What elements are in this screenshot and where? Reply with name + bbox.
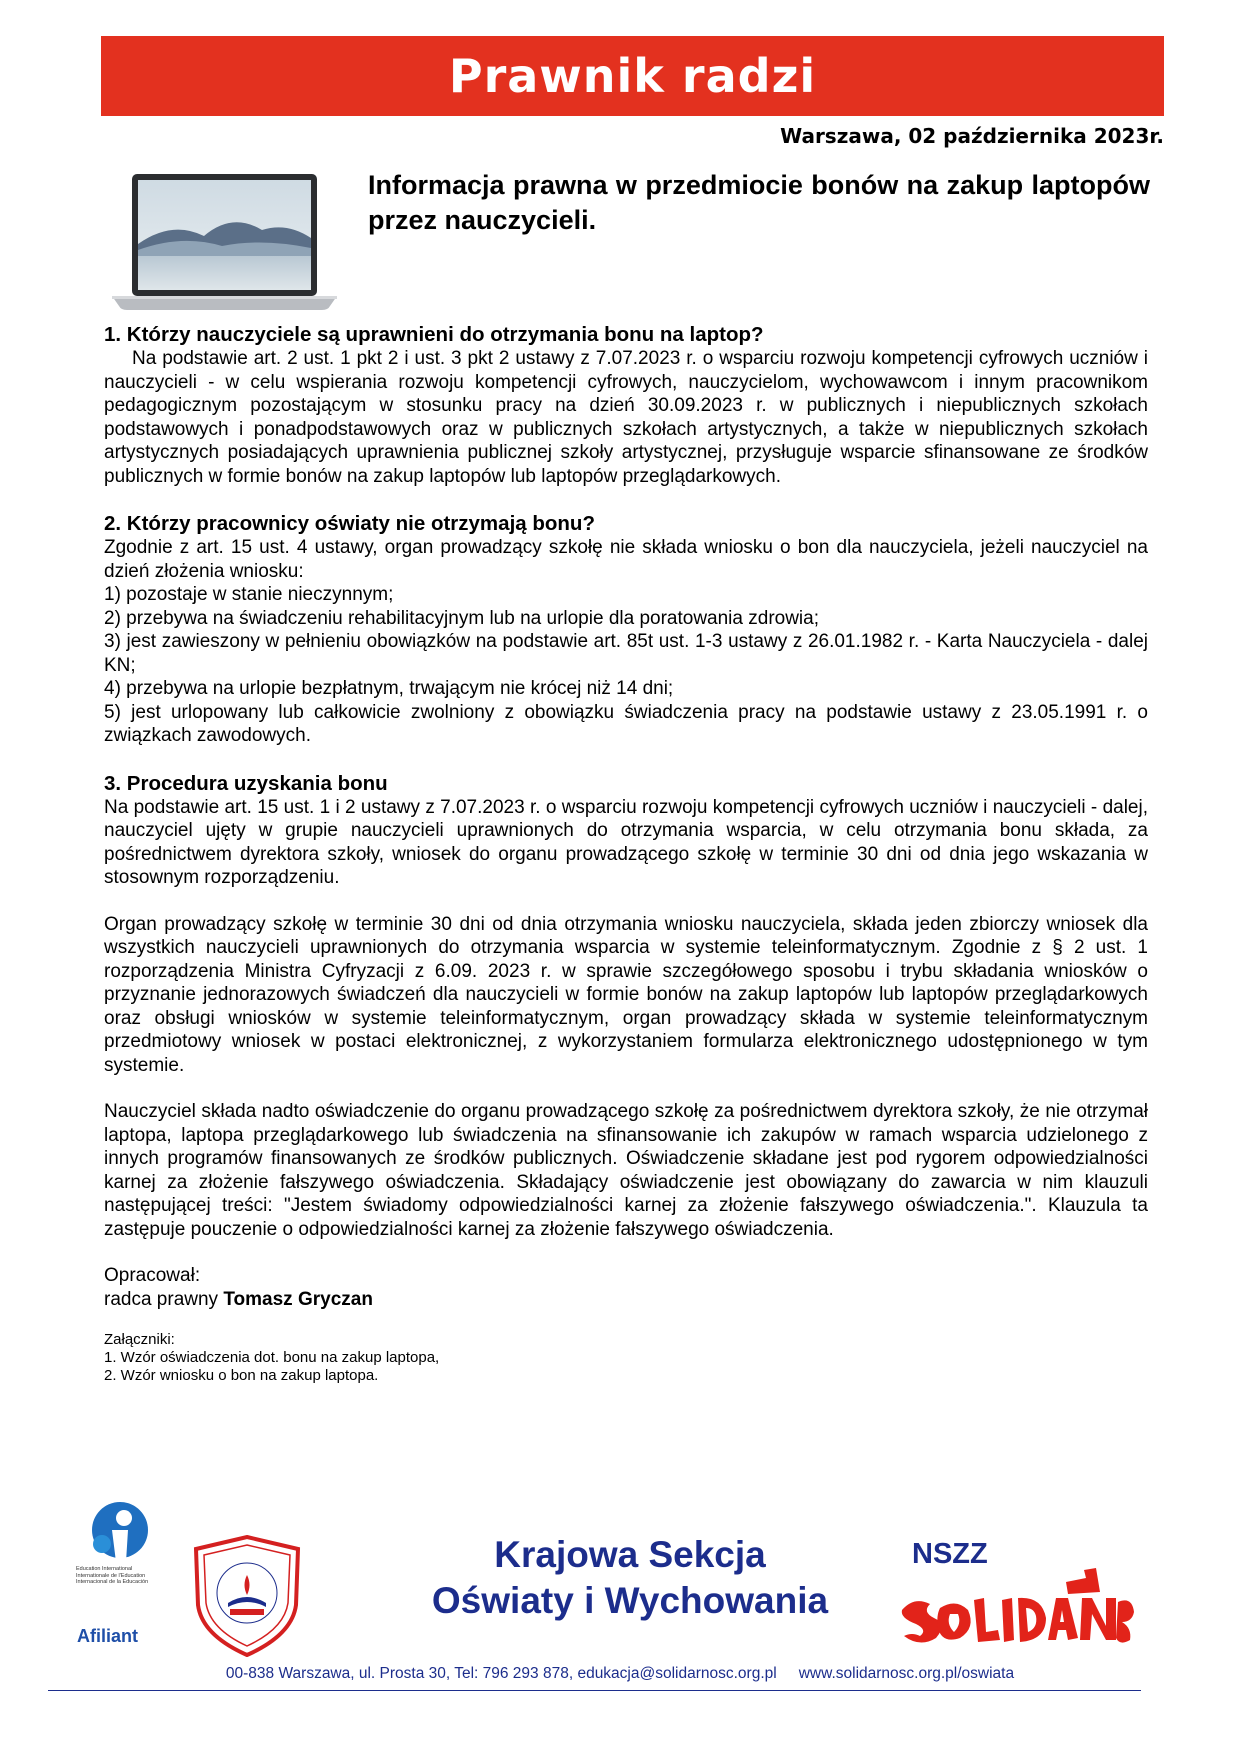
section-1 — [104, 322, 1148, 488]
afiliant-label: Afiliant — [77, 1626, 138, 1646]
ei-line: Internacional de la Educación — [76, 1579, 149, 1585]
ei-line: Education International — [76, 1566, 133, 1572]
banner-title: Prawnik radzi — [101, 36, 1164, 116]
org-line: Krajowa Sekcja — [494, 1534, 766, 1575]
list-item: 3) jest zawieszony w pełnieniu obowiązków na podstawie art. 85t ust. 1-3 ustawy z 26.01.1982 r. - Karta Nauczyciela - dalej KN; — [104, 631, 1148, 676]
signature-line — [104, 1288, 1148, 1312]
ei-caption — [76, 1566, 176, 1586]
document-body — [104, 322, 1148, 1385]
document-title: Informacja prawna w przedmiocie bonów na zakup laptopów przez nauczycieli. — [368, 170, 1150, 235]
dateline: Warszawa, 02 października 2023r. — [780, 124, 1164, 148]
contact-details: 00-838 Warszawa, ul. Prosta 30, Tel: 796 293 878, edukacja@solidarnosc.org.pl — [225, 1665, 777, 1682]
laptop-image — [112, 172, 337, 312]
paragraph: Organ prowadzący szkołę w terminie 30 dni od dnia otrzymania wniosku nauczyciela, składa jeden zbiorczy wniosek dla wszystkich nauczycieli uprawnionych do otrzymania wsparcia w systemie teleinformatycznym. Zgodnie z § 2 ust. 1 rozporządzenia Ministra Cyfryzacji z 6.09. 2023 r. w sprawie szczegółowego sposobu i trybu składania wniosków o przyznanie jednorazowych świadczeń dla nauczycieli w formie bonów na zakup laptopów lub laptopów przeglądarkowych oraz obsługi wniosków w systemie teleinformatycznym, organ prowadzący składa w systemie teleinformatycznym przedmiotowy wniosek w postaci elektronicznej, z wykorzystaniem formularza elektronicznego udostępnionego w tym systemie. — [104, 913, 1148, 1076]
footer-contact — [0, 1665, 1240, 1683]
sekcja-shield-logo — [192, 1535, 302, 1657]
paragraph: Na podstawie art. 2 ust. 1 pkt 2 i ust. 3 pkt 2 ustawy z 7.07.2023 r. o wsparciu rozwoju kompetencji cyfrowych uczniów i nauczycieli - w celu wspierania rozwoju kompetencji cyfrowych, nauczycielom, wychowawcom i innym pracownikom pedagogicznym pozostającym w stosunku pracy na dzień 30.09.2023 r. w publicznych i niepublicznych szkołach podstawowych i ponadpodstawowych oraz w publicznych szkołach artystycznych, a także w niepublicznych szkołach artystycznych posiadających uprawnienia publicznej szkoły artystycznej, przysługuje wsparcie sfinansowane ze środków publicznych w formie bonów na zakup laptopów lub laptopów przeglądarkowych. — [104, 348, 1148, 487]
website-link[interactable]: www.solidarnosc.org.pl/oswiata — [798, 1665, 1015, 1682]
nszz-label: NSZZ — [912, 1538, 988, 1570]
list-item: 4) przebywa na urlopie bezpłatnym, trwającym nie krócej niż 14 dni; — [104, 678, 674, 699]
attachments — [104, 1331, 1148, 1385]
signature — [104, 1264, 1148, 1311]
attachment-item: 2. Wzór wniosku o bon na zakup laptopa. — [104, 1367, 379, 1384]
paragraph: Zgodnie z art. 15 ust. 4 ustawy, organ prowadzący szkołę nie składa wniosku o bon dla nauczyciela, jeżeli nauczyciel na dzień złożenia wniosku: — [104, 537, 1148, 582]
paragraph: Na podstawie art. 15 ust. 1 i 2 ustawy z 7.07.2023 r. o wsparciu rozwoju kompetencji cyfrowych uczniów i nauczycieli - dalej, nauczyciel ujęty w grupie nauczycieli uprawnionych do otrzymania wsparcia, w celu otrzymania bonu składa, za pośrednictwem dyrektora szkoły, wniosek do organu prowadzącego szkołę w terminie 30 dni od dnia jego wskazania w stosownym rozporządzeniu. — [104, 796, 1148, 888]
section-heading: 2. Którzy pracownicy oświaty nie otrzymają bonu? — [104, 512, 595, 535]
organization-name — [420, 1532, 840, 1624]
list-item: 2) przebywa na świadczeniu rehabilitacyjnym lub na urlopie dla poratowania zdrowia; — [104, 607, 819, 629]
list-item: 1) pozostaje w stanie nieczynnym; — [104, 584, 394, 605]
signature-name: Tomasz Gryczan — [223, 1288, 373, 1310]
ei-line: Internationale de l'Education — [76, 1572, 146, 1579]
paragraph: Nauczyciel składa nadto oświadczenie do organu prowadzącego szkołę za pośrednictwem dyrektora szkoły, że nie otrzymał laptopa, laptopa przeglądarkowego lub świadczenia na sfinansowanie ich zakupów w ramach wsparcia udzielonego z innych programów finansowanych ze środków publicznych. Oświadczenie składane jest pod rygorem odpowiedzialności karnej za złożenie fałszywego oświadczenia. Składający oświadczenie jest obowiązany do zawarcia w nim klauzuli następującej treści: "Jestem świadomy odpowiedzialności karnej za złożenie fałszywego oświadczenia.". Klauzula ta zastępuje pouczenie o odpowiedzialności karnej za złożenie fałszywego oświadczenia. — [104, 1101, 1148, 1240]
solidarnosc-logo — [896, 1552, 1136, 1662]
list-item: 5) jest urlopowany lub całkowicie zwolniony z obowiązku świadczenia pracy na podstawie ustawy z 23.05.1991 r. o związkach zawodowych. — [104, 701, 1148, 746]
signature-role: radca prawny — [104, 1288, 219, 1310]
section-3 — [104, 771, 1148, 1242]
attachments-label: Załączniki: — [104, 1331, 175, 1348]
footer-divider — [48, 1690, 1141, 1691]
section-heading: 1. Którzy nauczyciele są uprawnieni do otrzymania bonu na laptop? — [104, 323, 764, 346]
section-2 — [104, 511, 1148, 748]
education-international-logo — [72, 1500, 168, 1620]
org-line: Oświaty i Wychowania — [431, 1580, 829, 1621]
section-heading: 3. Procedura uzyskania bonu — [104, 771, 388, 795]
attachment-item: 1. Wzór oświadczenia dot. bonu na zakup laptopa, — [104, 1349, 440, 1366]
signature-label: Opracował: — [104, 1265, 201, 1286]
